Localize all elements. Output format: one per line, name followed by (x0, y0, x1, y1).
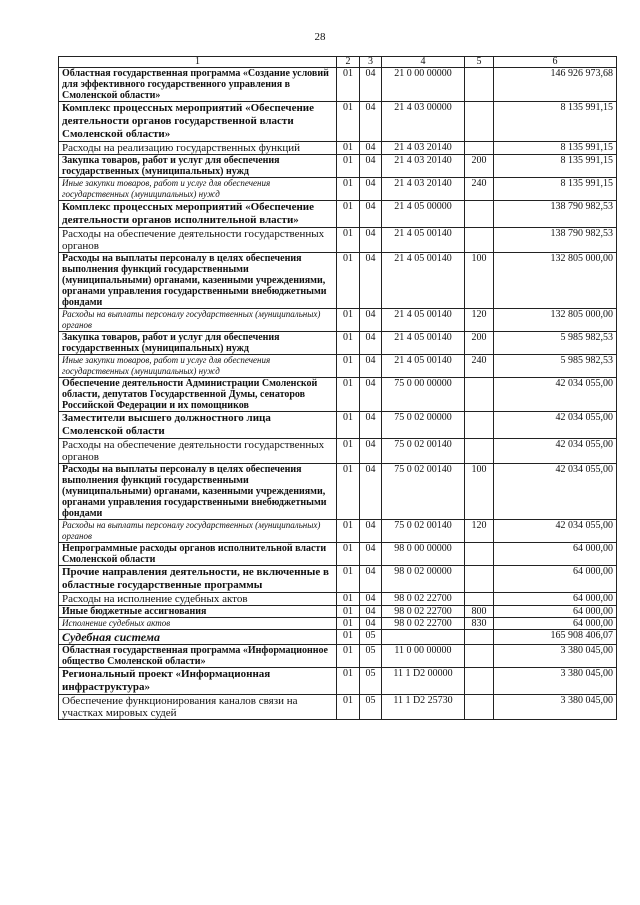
amount-cell: 42 034 055,00 (494, 412, 617, 439)
table-row (59, 332, 617, 355)
table-row (59, 439, 617, 464)
target-article-cell: 75 0 00 00000 (382, 378, 465, 412)
subsection-code-cell: 04 (360, 520, 382, 543)
expense-name-cell: Областная государственная программа «Создание условий для эффективного государственного управления в Смоленской области» (59, 68, 337, 102)
header-col-2: 2 (337, 57, 360, 68)
amount-cell: 8 135 991,15 (494, 178, 617, 201)
target-article-cell: 75 0 02 00140 (382, 520, 465, 543)
section-code-cell: 01 (337, 543, 360, 566)
table-row (59, 695, 617, 720)
section-code-cell: 01 (337, 606, 360, 618)
expense-name-cell: Расходы на выплаты персоналу в целях обеспечения выполнения функций государственными (муниципальными) органами, казенными учреждениями, органами управления государственными внебюджетными фондами (59, 253, 337, 309)
expense-name-cell: Иные закупки товаров, работ и услуг для обеспечения государственных (муниципальных) нужд (59, 355, 337, 378)
header-col-4: 4 (382, 57, 465, 68)
table-row (59, 155, 617, 178)
amount-cell: 64 000,00 (494, 543, 617, 566)
expense-name-cell: Иные закупки товаров, работ и услуг для обеспечения государственных (муниципальных) нужд (59, 178, 337, 201)
amount-cell: 64 000,00 (494, 606, 617, 618)
target-article-cell: 21 0 00 00000 (382, 68, 465, 102)
amount-cell: 5 985 982,53 (494, 355, 617, 378)
target-article-cell: 21 4 05 00140 (382, 332, 465, 355)
expense-type-cell: 200 (465, 155, 494, 178)
table-row (59, 102, 617, 142)
subsection-code-cell: 04 (360, 464, 382, 520)
expense-type-cell: 240 (465, 178, 494, 201)
section-code-cell: 01 (337, 178, 360, 201)
table-row (59, 355, 617, 378)
table-row (59, 228, 617, 253)
expense-name-cell: Обеспечение функционирования каналов связи на участках мировых судей (59, 695, 337, 720)
table-row (59, 142, 617, 155)
subsection-code-cell: 04 (360, 566, 382, 593)
amount-cell: 138 790 982,53 (494, 228, 617, 253)
expense-name-cell: Расходы на обеспечение деятельности государственных органов (59, 228, 337, 253)
target-article-cell: 75 0 02 00140 (382, 439, 465, 464)
section-code-cell: 01 (337, 102, 360, 142)
expense-name-cell: Обеспечение деятельности Администрации Смоленской области, депутатов Государственной Думы, сенаторов Российской Федерации и их помощников (59, 378, 337, 412)
amount-cell: 5 985 982,53 (494, 332, 617, 355)
amount-cell: 132 805 000,00 (494, 253, 617, 309)
expense-name-cell: Расходы на выплаты персоналу государственных (муниципальных) органов (59, 309, 337, 332)
header-col-6: 6 (494, 57, 617, 68)
subsection-code-cell: 04 (360, 68, 382, 102)
expense-name-cell: Комплекс процессных мероприятий «Обеспечение деятельности органов государственной власти Смоленской области» (59, 102, 337, 142)
budget-table (58, 56, 617, 720)
target-article-cell: 75 0 02 00140 (382, 464, 465, 520)
subsection-code-cell: 04 (360, 201, 382, 228)
subsection-code-cell: 05 (360, 668, 382, 695)
expense-type-cell (465, 645, 494, 668)
subsection-code-cell: 04 (360, 178, 382, 201)
table-row (59, 378, 617, 412)
subsection-code-cell: 05 (360, 645, 382, 668)
target-article-cell: 98 0 00 00000 (382, 543, 465, 566)
subsection-code-cell: 04 (360, 439, 382, 464)
target-article-cell: 21 4 05 00140 (382, 309, 465, 332)
target-article-cell: 21 4 03 00000 (382, 102, 465, 142)
subsection-code-cell: 04 (360, 155, 382, 178)
amount-cell: 3 380 045,00 (494, 695, 617, 720)
expense-name-cell: Заместители высшего должностного лица Смоленской области (59, 412, 337, 439)
table-row (59, 464, 617, 520)
target-article-cell: 21 4 03 20140 (382, 178, 465, 201)
target-article-cell: 21 4 05 00140 (382, 253, 465, 309)
subsection-code-cell: 04 (360, 253, 382, 309)
subsection-code-cell: 04 (360, 593, 382, 606)
header-col-5: 5 (465, 57, 494, 68)
amount-cell: 42 034 055,00 (494, 439, 617, 464)
subsection-code-cell: 04 (360, 102, 382, 142)
section-code-cell: 01 (337, 332, 360, 355)
subsection-code-cell: 04 (360, 618, 382, 630)
target-article-cell (382, 630, 465, 645)
table-row (59, 201, 617, 228)
table-row (59, 645, 617, 668)
table-row (59, 309, 617, 332)
section-code-cell: 01 (337, 201, 360, 228)
section-code-cell: 01 (337, 464, 360, 520)
expense-type-cell (465, 439, 494, 464)
section-code-cell: 01 (337, 142, 360, 155)
expense-type-cell (465, 695, 494, 720)
amount-cell: 8 135 991,15 (494, 102, 617, 142)
amount-cell: 64 000,00 (494, 618, 617, 630)
expense-name-cell: Областная государственная программа «Информационное общество Смоленской области» (59, 645, 337, 668)
table-row (59, 593, 617, 606)
page-number: 28 (314, 31, 326, 43)
expense-name-cell: Расходы на обеспечение деятельности государственных органов (59, 439, 337, 464)
expense-type-cell: 120 (465, 520, 494, 543)
table-row (59, 253, 617, 309)
amount-cell: 146 926 973,68 (494, 68, 617, 102)
expense-name-cell: Судебная система (59, 630, 337, 645)
section-code-cell: 01 (337, 68, 360, 102)
expense-type-cell (465, 630, 494, 645)
expense-name-cell: Региональный проект «Информационная инфраструктура» (59, 668, 337, 695)
section-code-cell: 01 (337, 520, 360, 543)
subsection-code-cell: 04 (360, 142, 382, 155)
target-article-cell: 21 4 03 20140 (382, 142, 465, 155)
section-code-cell: 01 (337, 439, 360, 464)
target-article-cell: 98 0 02 22700 (382, 618, 465, 630)
table-row (59, 630, 617, 645)
target-article-cell: 21 4 05 00140 (382, 355, 465, 378)
amount-cell: 3 380 045,00 (494, 645, 617, 668)
amount-cell: 42 034 055,00 (494, 520, 617, 543)
subsection-code-cell: 05 (360, 695, 382, 720)
expense-type-cell (465, 201, 494, 228)
amount-cell: 8 135 991,15 (494, 155, 617, 178)
section-code-cell: 01 (337, 355, 360, 378)
amount-cell: 64 000,00 (494, 566, 617, 593)
expense-type-cell (465, 142, 494, 155)
expense-type-cell (465, 593, 494, 606)
expense-type-cell (465, 566, 494, 593)
expense-name-cell: Комплекс процессных мероприятий «Обеспечение деятельности органов исполнительной власти» (59, 201, 337, 228)
expense-type-cell: 830 (465, 618, 494, 630)
expense-name-cell: Расходы на выплаты персоналу государственных (муниципальных) органов (59, 520, 337, 543)
expense-type-cell: 240 (465, 355, 494, 378)
target-article-cell: 98 0 02 00000 (382, 566, 465, 593)
expense-name-cell: Закупка товаров, работ и услуг для обеспечения государственных (муниципальных) нужд (59, 155, 337, 178)
target-article-cell: 21 4 05 00000 (382, 201, 465, 228)
section-code-cell: 01 (337, 695, 360, 720)
expense-type-cell: 100 (465, 464, 494, 520)
expense-type-cell (465, 228, 494, 253)
section-code-cell: 01 (337, 228, 360, 253)
table-row (59, 566, 617, 593)
target-article-cell: 21 4 03 20140 (382, 155, 465, 178)
target-article-cell: 11 1 D2 25730 (382, 695, 465, 720)
table-row (59, 68, 617, 102)
amount-cell: 42 034 055,00 (494, 378, 617, 412)
target-article-cell: 21 4 05 00140 (382, 228, 465, 253)
section-code-cell: 01 (337, 593, 360, 606)
subsection-code-cell: 04 (360, 228, 382, 253)
expense-name-cell: Расходы на реализацию государственных функций (59, 142, 337, 155)
header-row (59, 57, 617, 68)
table-row (59, 618, 617, 630)
subsection-code-cell: 04 (360, 355, 382, 378)
amount-cell: 8 135 991,15 (494, 142, 617, 155)
subsection-code-cell: 04 (360, 332, 382, 355)
table-row (59, 668, 617, 695)
expense-type-cell: 120 (465, 309, 494, 332)
expense-name-cell: Прочие направления деятельности, не включенные в областные государственные программы (59, 566, 337, 593)
target-article-cell: 75 0 02 00000 (382, 412, 465, 439)
expense-type-cell (465, 68, 494, 102)
table-row (59, 178, 617, 201)
subsection-code-cell: 04 (360, 412, 382, 439)
header-col-3: 3 (360, 57, 382, 68)
expense-name-cell: Закупка товаров, работ и услуг для обеспечения государственных (муниципальных) нужд (59, 332, 337, 355)
amount-cell: 64 000,00 (494, 593, 617, 606)
amount-cell: 42 034 055,00 (494, 464, 617, 520)
section-code-cell: 01 (337, 630, 360, 645)
target-article-cell: 98 0 02 22700 (382, 593, 465, 606)
expense-type-cell: 100 (465, 253, 494, 309)
amount-cell: 132 805 000,00 (494, 309, 617, 332)
table-row (59, 520, 617, 543)
section-code-cell: 01 (337, 566, 360, 593)
expense-type-cell: 800 (465, 606, 494, 618)
expense-type-cell (465, 378, 494, 412)
target-article-cell: 11 1 D2 00000 (382, 668, 465, 695)
subsection-code-cell: 04 (360, 309, 382, 332)
section-code-cell: 01 (337, 645, 360, 668)
expense-type-cell (465, 412, 494, 439)
section-code-cell: 01 (337, 412, 360, 439)
target-article-cell: 98 0 02 22700 (382, 606, 465, 618)
expense-type-cell (465, 668, 494, 695)
target-article-cell: 11 0 00 00000 (382, 645, 465, 668)
table-row (59, 543, 617, 566)
section-code-cell: 01 (337, 378, 360, 412)
amount-cell: 165 908 406,07 (494, 630, 617, 645)
section-code-cell: 01 (337, 309, 360, 332)
table-row (59, 412, 617, 439)
expense-type-cell (465, 543, 494, 566)
expense-type-cell: 200 (465, 332, 494, 355)
section-code-cell: 01 (337, 668, 360, 695)
expense-name-cell: Расходы на исполнение судебных актов (59, 593, 337, 606)
expense-name-cell: Исполнение судебных актов (59, 618, 337, 630)
section-code-cell: 01 (337, 253, 360, 309)
amount-cell: 3 380 045,00 (494, 668, 617, 695)
subsection-code-cell: 04 (360, 606, 382, 618)
expense-name-cell: Непрограммные расходы органов исполнительной власти Смоленской области (59, 543, 337, 566)
table-row (59, 606, 617, 618)
subsection-code-cell: 05 (360, 630, 382, 645)
header-col-1: 1 (59, 57, 337, 68)
subsection-code-cell: 04 (360, 543, 382, 566)
expense-name-cell: Иные бюджетные ассигнования (59, 606, 337, 618)
expense-type-cell (465, 102, 494, 142)
section-code-cell: 01 (337, 618, 360, 630)
expense-name-cell: Расходы на выплаты персоналу в целях обеспечения выполнения функций государственными (муниципальными) органами, казенными учреждениями, органами управления государственными внебюджетными фондами (59, 464, 337, 520)
amount-cell: 138 790 982,53 (494, 201, 617, 228)
subsection-code-cell: 04 (360, 378, 382, 412)
section-code-cell: 01 (337, 155, 360, 178)
